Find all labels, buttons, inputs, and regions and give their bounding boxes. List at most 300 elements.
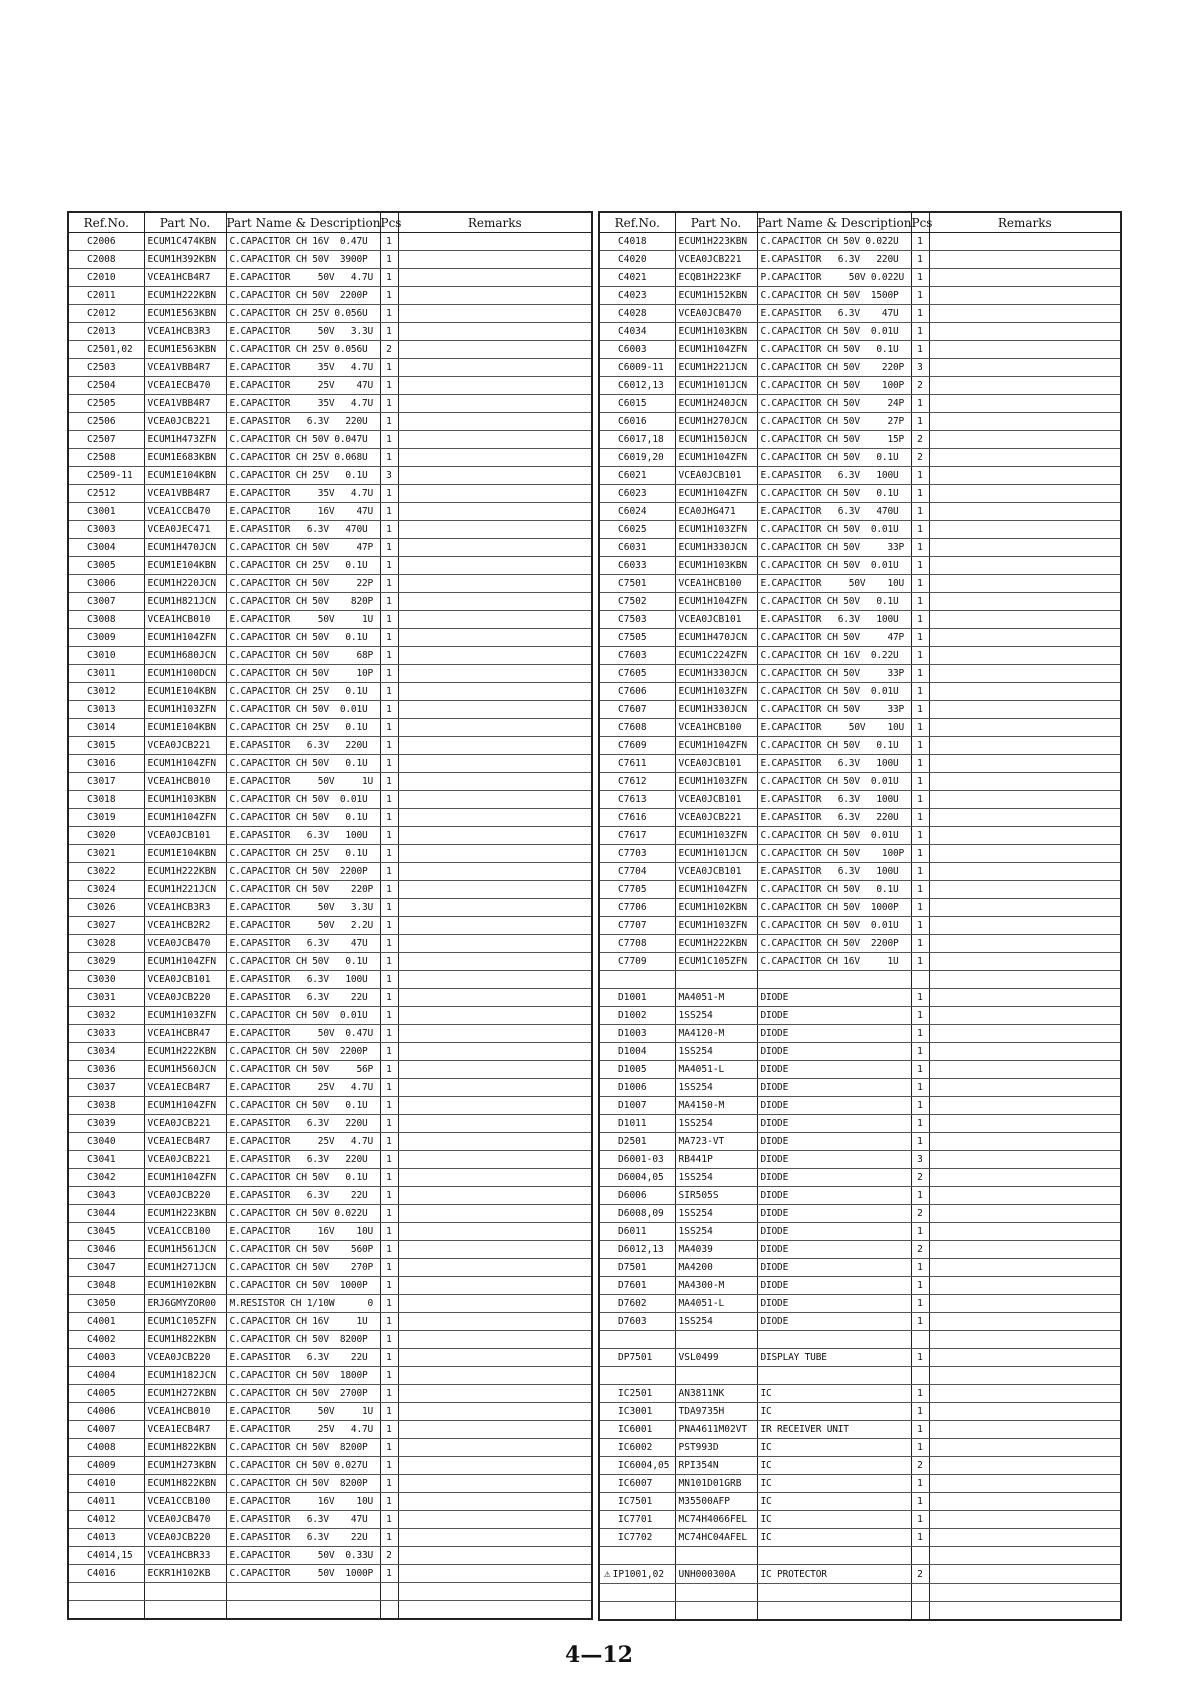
part-no-cell: VCEA0JCB221 bbox=[144, 1115, 226, 1133]
remarks-cell bbox=[929, 827, 1121, 845]
pcs-cell: 1 bbox=[380, 1115, 398, 1133]
table-row bbox=[68, 1169, 592, 1187]
ref-no-text: IP1001,02 bbox=[612, 1569, 665, 1580]
description-cell: DIODE bbox=[757, 1061, 911, 1079]
table-row bbox=[599, 1151, 1121, 1169]
remarks-cell bbox=[929, 1511, 1121, 1529]
table-row bbox=[599, 845, 1121, 863]
part-no-cell: PNA4611M02VT bbox=[675, 1421, 757, 1439]
description-cell: C.CAPACITOR CH 50V 2700P bbox=[226, 1385, 380, 1403]
pcs-cell: 1 bbox=[380, 665, 398, 683]
part-no-cell: VCEA0JCB101 bbox=[144, 827, 226, 845]
part-no-cell: VCEA1ECB4R7 bbox=[144, 1421, 226, 1439]
remarks-cell bbox=[929, 755, 1121, 773]
ref-no-cell: C2509-11 bbox=[68, 467, 144, 485]
table-row bbox=[599, 467, 1121, 485]
description-cell: C.CAPACITOR CH 50V 0.027U bbox=[226, 1457, 380, 1475]
description-cell bbox=[757, 1584, 911, 1602]
ref-no-cell: C6012,13 bbox=[599, 377, 675, 395]
table-row bbox=[68, 305, 592, 323]
description-cell: C.CAPACITOR CH 50V 0.1U bbox=[757, 593, 911, 611]
part-no-cell bbox=[675, 1331, 757, 1349]
part-no-cell: VCEA0JCB470 bbox=[144, 935, 226, 953]
pcs-cell: 1 bbox=[380, 323, 398, 341]
remarks-cell bbox=[398, 1421, 592, 1439]
description-cell: C.CAPACITOR CH 25V 0.1U bbox=[226, 467, 380, 485]
ref-no-cell: C3050 bbox=[68, 1295, 144, 1313]
remarks-cell bbox=[929, 1547, 1121, 1565]
description-cell: C.CAPACITOR CH 50V 100P bbox=[757, 845, 911, 863]
ref-no-cell: D1005 bbox=[599, 1061, 675, 1079]
remarks-cell bbox=[929, 1259, 1121, 1277]
table-row bbox=[599, 719, 1121, 737]
remarks-cell bbox=[929, 719, 1121, 737]
ref-no-cell: C3039 bbox=[68, 1115, 144, 1133]
part-no-cell: UNH000300A bbox=[675, 1565, 757, 1584]
remarks-header: Remarks bbox=[398, 212, 592, 233]
table-row bbox=[599, 503, 1121, 521]
ref-no-cell: C7709 bbox=[599, 953, 675, 971]
description-cell: DIODE bbox=[757, 1205, 911, 1223]
warning-triangle-icon: ⚠ bbox=[604, 1567, 611, 1580]
part-no-cell bbox=[675, 1584, 757, 1602]
part-no-cell: ECUM1H101JCN bbox=[675, 845, 757, 863]
pcs-cell: 2 bbox=[911, 449, 929, 467]
description-cell: C.CAPACITOR CH 50V 24P bbox=[757, 395, 911, 413]
table-row bbox=[599, 485, 1121, 503]
description-cell: E.CAPACITOR 25V 4.7U bbox=[226, 1133, 380, 1151]
part-no-cell: ECUM1C105ZFN bbox=[675, 953, 757, 971]
ref-no-cell: C2006 bbox=[68, 233, 144, 251]
description-cell bbox=[226, 1601, 380, 1620]
remarks-cell bbox=[398, 539, 592, 557]
pcs-cell: 1 bbox=[380, 1169, 398, 1187]
ref-no-cell: IC6002 bbox=[599, 1439, 675, 1457]
remarks-cell bbox=[929, 881, 1121, 899]
part-no-cell: 1SS254 bbox=[675, 1043, 757, 1061]
pcs-cell: 3 bbox=[911, 1151, 929, 1169]
page-number: 4—12 bbox=[565, 1642, 633, 1668]
remarks-cell bbox=[929, 773, 1121, 791]
part-no-cell: ECUM1H103ZFN bbox=[144, 701, 226, 719]
description-cell: C.CAPACITOR CH 16V 1U bbox=[757, 953, 911, 971]
part-no-cell: 1SS254 bbox=[675, 1313, 757, 1331]
remarks-cell bbox=[398, 701, 592, 719]
part-no-cell: MA4120-M bbox=[675, 1025, 757, 1043]
pcs-cell: 1 bbox=[911, 1493, 929, 1511]
description-cell: C.CAPACITOR CH 50V 220P bbox=[226, 881, 380, 899]
remarks-header: Remarks bbox=[929, 212, 1121, 233]
description-cell: M.RESISTOR CH 1/10W 0 bbox=[226, 1295, 380, 1313]
description-cell: C.CAPACITOR CH 50V 0.1U bbox=[757, 737, 911, 755]
remarks-cell bbox=[398, 377, 592, 395]
ref-no-cell: C4012 bbox=[68, 1511, 144, 1529]
pcs-cell: 1 bbox=[380, 251, 398, 269]
ref-no-cell: D6006 bbox=[599, 1187, 675, 1205]
ref-no-cell: C3016 bbox=[68, 755, 144, 773]
description-cell: E.CAPACITOR 35V 4.7U bbox=[226, 485, 380, 503]
remarks-cell bbox=[929, 1295, 1121, 1313]
part-no-cell: VCEA0JCB101 bbox=[675, 863, 757, 881]
part-no-cell: VCEA0JCB101 bbox=[675, 467, 757, 485]
part-no-cell: VCEA0JCB220 bbox=[144, 1529, 226, 1547]
table-row bbox=[68, 1097, 592, 1115]
remarks-cell bbox=[929, 1475, 1121, 1493]
ref-no-cell: C4023 bbox=[599, 287, 675, 305]
pcs-cell: 1 bbox=[380, 575, 398, 593]
table-row bbox=[68, 1295, 592, 1313]
table-row bbox=[68, 1421, 592, 1439]
ref-no-cell: C2508 bbox=[68, 449, 144, 467]
table-row bbox=[599, 1439, 1121, 1457]
description-cell: C.CAPACITOR CH 50V 2200P bbox=[226, 1043, 380, 1061]
part-no-cell: ECUM1H560JCN bbox=[144, 1061, 226, 1079]
part-no-cell: MA4051-M bbox=[675, 989, 757, 1007]
ref-no-cell: C7703 bbox=[599, 845, 675, 863]
remarks-cell bbox=[398, 287, 592, 305]
description-cell: C.CAPACITOR CH 50V 0.1U bbox=[757, 485, 911, 503]
remarks-cell bbox=[398, 1367, 592, 1385]
description-cell: E.CAPASITOR 6.3V 220U bbox=[757, 809, 911, 827]
description-cell: E.CAPACITOR 50V 0.47U bbox=[226, 1025, 380, 1043]
pcs-cell: 1 bbox=[380, 1007, 398, 1025]
table-row bbox=[68, 431, 592, 449]
remarks-cell bbox=[929, 917, 1121, 935]
remarks-cell bbox=[398, 611, 592, 629]
remarks-cell bbox=[929, 1457, 1121, 1475]
description-cell: C.CAPACITOR CH 50V 8200P bbox=[226, 1331, 380, 1349]
remarks-cell bbox=[929, 953, 1121, 971]
pcs-cell: 1 bbox=[380, 899, 398, 917]
pcs-cell: 1 bbox=[380, 539, 398, 557]
ref-no-cell: IC6004,05 bbox=[599, 1457, 675, 1475]
ref-no-cell: C3024 bbox=[68, 881, 144, 899]
description-cell: C.CAPACITOR CH 16V 0.47U bbox=[226, 233, 380, 251]
remarks-cell bbox=[398, 1547, 592, 1565]
ref-no-cell bbox=[599, 1602, 675, 1621]
part-no-cell: ECUM1H220JCN bbox=[144, 575, 226, 593]
part-no-cell bbox=[144, 1601, 226, 1620]
remarks-cell bbox=[398, 1133, 592, 1151]
table-row bbox=[68, 287, 592, 305]
pcs-cell: 1 bbox=[911, 935, 929, 953]
part-no-cell: ECUM1H104ZFN bbox=[675, 485, 757, 503]
table-row bbox=[599, 1313, 1121, 1331]
table-row bbox=[599, 935, 1121, 953]
part-no-cell: ERJ6GMYZOR00 bbox=[144, 1295, 226, 1313]
ref-no-cell: C2501,02 bbox=[68, 341, 144, 359]
ref-no-cell: C3009 bbox=[68, 629, 144, 647]
part-no-cell: ECUM1H104ZFN bbox=[675, 593, 757, 611]
part-no-cell bbox=[144, 1583, 226, 1601]
table-row bbox=[599, 341, 1121, 359]
remarks-cell bbox=[398, 1169, 592, 1187]
table-row bbox=[599, 1493, 1121, 1511]
description-cell: E.CAPACITOR 50V 4.7U bbox=[226, 269, 380, 287]
part-no-cell: VCEA0JCB221 bbox=[144, 1151, 226, 1169]
description-cell: C.CAPACITOR CH 50V 22P bbox=[226, 575, 380, 593]
part-no-cell: ECUM1H150JCN bbox=[675, 431, 757, 449]
part-no-cell: VCEA1VBB4R7 bbox=[144, 395, 226, 413]
part-no-cell: ECUM1H103KBN bbox=[675, 557, 757, 575]
ref-no-cell: C4020 bbox=[599, 251, 675, 269]
pcs-cell: 1 bbox=[911, 269, 929, 287]
pcs-cell: 1 bbox=[911, 467, 929, 485]
table-row bbox=[599, 1295, 1121, 1313]
pcs-cell: 1 bbox=[380, 863, 398, 881]
description-cell: E.CAPACITOR 16V 10U bbox=[226, 1223, 380, 1241]
table-row bbox=[68, 1493, 592, 1511]
table-row bbox=[68, 1367, 592, 1385]
remarks-cell bbox=[929, 395, 1121, 413]
remarks-cell bbox=[929, 1331, 1121, 1349]
part-no-cell: ECUM1E104KBN bbox=[144, 683, 226, 701]
ref-no-cell: D1011 bbox=[599, 1115, 675, 1133]
description-cell: C.CAPACITOR CH 50V 56P bbox=[226, 1061, 380, 1079]
remarks-cell bbox=[398, 1511, 592, 1529]
pcs-cell: 1 bbox=[380, 1241, 398, 1259]
part-no-cell: 1SS254 bbox=[675, 1223, 757, 1241]
description-cell: C.CAPACITOR CH 50V 33P bbox=[757, 539, 911, 557]
pcs-cell bbox=[380, 1601, 398, 1620]
pcs-cell: 1 bbox=[380, 1079, 398, 1097]
ref-no-cell: C2504 bbox=[68, 377, 144, 395]
ref-no-cell: IC6001 bbox=[599, 1421, 675, 1439]
ref-no-cell: C2507 bbox=[68, 431, 144, 449]
remarks-cell bbox=[398, 845, 592, 863]
ref-no-cell: C3017 bbox=[68, 773, 144, 791]
part-no-cell: ECUM1E104KBN bbox=[144, 845, 226, 863]
pcs-cell: 1 bbox=[380, 1133, 398, 1151]
part-no-cell bbox=[675, 1547, 757, 1565]
remarks-cell bbox=[929, 341, 1121, 359]
pcs-cell: 1 bbox=[380, 1223, 398, 1241]
part-no-cell: ECUM1H270JCN bbox=[675, 413, 757, 431]
table-row bbox=[68, 485, 592, 503]
remarks-cell bbox=[929, 1421, 1121, 1439]
pcs-cell: 1 bbox=[911, 575, 929, 593]
part-no-cell: RB441P bbox=[675, 1151, 757, 1169]
part-no-cell: VCEA0JCB101 bbox=[675, 611, 757, 629]
part-no-cell: VCEA1HCB100 bbox=[675, 575, 757, 593]
ref-no-cell: C7705 bbox=[599, 881, 675, 899]
remarks-cell bbox=[929, 1385, 1121, 1403]
description-cell: C.CAPACITOR CH 25V 0.056U bbox=[226, 341, 380, 359]
remarks-cell bbox=[929, 863, 1121, 881]
part-no-cell: VCEA1ECB4R7 bbox=[144, 1133, 226, 1151]
part-no-cell: VCEA1ECB4R7 bbox=[144, 1079, 226, 1097]
table-row bbox=[599, 1475, 1121, 1493]
table-row bbox=[68, 251, 592, 269]
ref-no-cell: C3032 bbox=[68, 1007, 144, 1025]
ref-no-cell bbox=[599, 971, 675, 989]
description-cell: E.CAPASITOR 6.3V 47U bbox=[757, 305, 911, 323]
remarks-cell bbox=[929, 1061, 1121, 1079]
description-cell: E.CAPACITOR 25V 47U bbox=[226, 377, 380, 395]
description-cell: C.CAPACITOR CH 50V 2200P bbox=[226, 863, 380, 881]
description-cell: C.CAPACITOR CH 50V 0.1U bbox=[757, 449, 911, 467]
table-row bbox=[599, 1511, 1121, 1529]
ref-no-cell: C3021 bbox=[68, 845, 144, 863]
pcs-cell: 1 bbox=[380, 647, 398, 665]
description-cell: E.CAPASITOR 6.3V 22U bbox=[226, 1349, 380, 1367]
table-row bbox=[68, 881, 592, 899]
table-row bbox=[68, 593, 592, 611]
pcs-cell: 2 bbox=[911, 1241, 929, 1259]
description-cell: P.CAPACITOR 50V 0.022U bbox=[757, 269, 911, 287]
ref-no-cell: D1006 bbox=[599, 1079, 675, 1097]
pcs-cell: 1 bbox=[380, 305, 398, 323]
part-no-cell: TDA9735H bbox=[675, 1403, 757, 1421]
part-no-cell: VCEA1HCB010 bbox=[144, 1403, 226, 1421]
table-row bbox=[599, 1025, 1121, 1043]
ref-no-cell: D6008,09 bbox=[599, 1205, 675, 1223]
part-no-header: Part No. bbox=[144, 212, 226, 233]
ref-no-cell bbox=[599, 1331, 675, 1349]
remarks-cell bbox=[398, 1277, 592, 1295]
pcs-cell: 1 bbox=[911, 485, 929, 503]
pcs-cell: 1 bbox=[911, 1043, 929, 1061]
table-header-row bbox=[599, 212, 1121, 233]
part-no-cell: SIR505S bbox=[675, 1187, 757, 1205]
pcs-cell: 1 bbox=[911, 341, 929, 359]
description-cell bbox=[757, 1367, 911, 1385]
pcs-cell bbox=[911, 1584, 929, 1602]
pcs-cell: 1 bbox=[380, 1295, 398, 1313]
remarks-cell bbox=[398, 1583, 592, 1601]
remarks-cell bbox=[398, 1241, 592, 1259]
pcs-cell: 1 bbox=[911, 1133, 929, 1151]
table-row bbox=[599, 1584, 1121, 1602]
pcs-cell bbox=[911, 1602, 929, 1621]
pcs-cell: 2 bbox=[911, 1205, 929, 1223]
table-row bbox=[599, 557, 1121, 575]
remarks-cell bbox=[398, 1349, 592, 1367]
pcs-cell: 1 bbox=[911, 647, 929, 665]
ref-no-cell: C7707 bbox=[599, 917, 675, 935]
table-row bbox=[599, 701, 1121, 719]
ref-no-cell: C7605 bbox=[599, 665, 675, 683]
pcs-cell: 1 bbox=[911, 863, 929, 881]
pcs-cell: 1 bbox=[380, 485, 398, 503]
pcs-cell: 1 bbox=[380, 1313, 398, 1331]
part-no-cell: MC74HC04AFEL bbox=[675, 1529, 757, 1547]
ref-no-cell: C4021 bbox=[599, 269, 675, 287]
ref-no-cell: C4007 bbox=[68, 1421, 144, 1439]
remarks-cell bbox=[398, 503, 592, 521]
description-cell: C.CAPACITOR CH 25V 0.1U bbox=[226, 683, 380, 701]
pcs-cell: 1 bbox=[911, 539, 929, 557]
remarks-cell bbox=[929, 1367, 1121, 1385]
description-cell: C.CAPACITOR CH 50V 15P bbox=[757, 431, 911, 449]
table-row bbox=[599, 1061, 1121, 1079]
ref-no-cell: C3040 bbox=[68, 1133, 144, 1151]
remarks-cell bbox=[398, 1529, 592, 1547]
pcs-cell: 2 bbox=[911, 1169, 929, 1187]
description-cell: C.CAPACITOR CH 50V 820P bbox=[226, 593, 380, 611]
description-cell: C.CAPACITOR CH 25V 0.068U bbox=[226, 449, 380, 467]
pcs-cell: 1 bbox=[380, 917, 398, 935]
description-header: Part Name & Description bbox=[757, 212, 911, 233]
ref-no-cell: C7606 bbox=[599, 683, 675, 701]
pcs-cell: 1 bbox=[380, 413, 398, 431]
table-row bbox=[68, 1277, 592, 1295]
table-row bbox=[68, 1565, 592, 1583]
ref-no-cell: C3031 bbox=[68, 989, 144, 1007]
part-no-cell: ECUM1H101JCN bbox=[675, 377, 757, 395]
table-row bbox=[599, 1349, 1121, 1367]
pcs-cell: 1 bbox=[911, 719, 929, 737]
remarks-cell bbox=[398, 755, 592, 773]
remarks-cell bbox=[929, 971, 1121, 989]
pcs-cell: 1 bbox=[380, 809, 398, 827]
part-no-cell: M35500AFP bbox=[675, 1493, 757, 1511]
pcs-cell: 1 bbox=[911, 1313, 929, 1331]
ref-no-cell: C4028 bbox=[599, 305, 675, 323]
table-row bbox=[68, 1223, 592, 1241]
table-row bbox=[68, 1403, 592, 1421]
ref-no-cell bbox=[68, 1601, 144, 1620]
table-row bbox=[599, 809, 1121, 827]
part-no-cell: VCEA1HCB010 bbox=[144, 611, 226, 629]
remarks-cell bbox=[929, 557, 1121, 575]
part-no-cell: ECUM1H103KBN bbox=[675, 323, 757, 341]
remarks-cell bbox=[398, 1493, 592, 1511]
remarks-cell bbox=[929, 1223, 1121, 1241]
table-row bbox=[599, 305, 1121, 323]
pcs-cell: 1 bbox=[380, 1349, 398, 1367]
part-no-cell: ECUM1H822KBN bbox=[144, 1475, 226, 1493]
part-no-cell: ECUM1H104ZFN bbox=[675, 341, 757, 359]
remarks-cell bbox=[929, 989, 1121, 1007]
table-row bbox=[68, 1241, 592, 1259]
part-no-cell: ECUM1C105ZFN bbox=[144, 1313, 226, 1331]
table-row bbox=[599, 359, 1121, 377]
ref-no-cell: C6017,18 bbox=[599, 431, 675, 449]
pcs-cell bbox=[380, 1583, 398, 1601]
part-no-cell: ECUM1H221JCN bbox=[144, 881, 226, 899]
pcs-cell: 1 bbox=[911, 1061, 929, 1079]
ref-no-cell: C6009-11 bbox=[599, 359, 675, 377]
ref-no-cell: C3001 bbox=[68, 503, 144, 521]
table-row bbox=[599, 755, 1121, 773]
table-row bbox=[599, 1205, 1121, 1223]
ref-no-cell: C3042 bbox=[68, 1169, 144, 1187]
table-row bbox=[599, 1223, 1121, 1241]
pcs-cell: 1 bbox=[911, 395, 929, 413]
description-cell: E.CAPACITOR 50V 1U bbox=[226, 611, 380, 629]
description-cell bbox=[757, 971, 911, 989]
description-cell: E.CAPACITOR 50V 10U bbox=[757, 575, 911, 593]
table-row bbox=[599, 1403, 1121, 1421]
part-no-cell: ECUM1E563KBN bbox=[144, 305, 226, 323]
pcs-cell: 2 bbox=[380, 341, 398, 359]
pcs-cell: 1 bbox=[380, 1493, 398, 1511]
description-cell: DIODE bbox=[757, 1097, 911, 1115]
ref-no-cell: C2013 bbox=[68, 323, 144, 341]
ref-no-cell: C4001 bbox=[68, 1313, 144, 1331]
pcs-cell: 1 bbox=[380, 1205, 398, 1223]
remarks-cell bbox=[929, 629, 1121, 647]
part-no-cell: ECUM1H822KBN bbox=[144, 1439, 226, 1457]
remarks-cell bbox=[398, 1097, 592, 1115]
pcs-cell: 1 bbox=[380, 1061, 398, 1079]
ref-no-cell: C7708 bbox=[599, 935, 675, 953]
part-no-cell: 1SS254 bbox=[675, 1115, 757, 1133]
remarks-cell bbox=[398, 1187, 592, 1205]
pcs-cell: 3 bbox=[380, 467, 398, 485]
pcs-cell: 1 bbox=[911, 755, 929, 773]
